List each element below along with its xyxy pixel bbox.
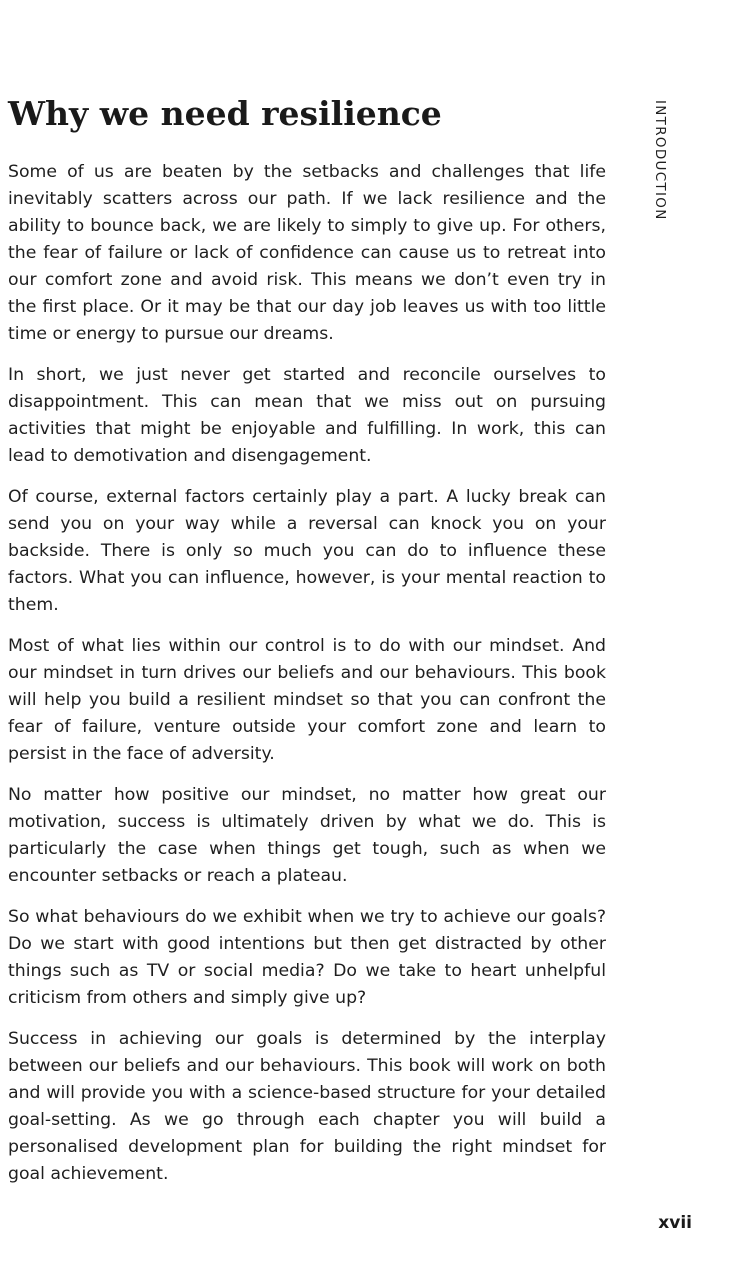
paragraph-6: So what behaviours do we exhibit when we try to achieve our goals? Do we start with good intentions but then get distracted by other things such as TV or social media? Do we take to heart unhelpful criticism from others and simply give up? xyxy=(8,907,606,1008)
paragraph-4: Most of what lies within our control is to do with our mindset. And our mindset in turn drives our beliefs and our behaviours. This book will help you build a resilient mindset so that you can confront the fear of failure, venture outside your comfort zone and learn to persist in the face of adversity. xyxy=(8,636,606,764)
paragraph-2: In short, we just never get started and reconcile ourselves to disappointment. This can mean that we miss out on pursuing activities that might be enjoyable and fulfilling. In work, this can lead to demotivation and disengagement. xyxy=(8,365,606,466)
paragraph-7: Success in achieving our goals is determined by the interplay between our beliefs and our behaviours. This book will work on both and will provide you with a science-based structure for your detailed goal-setting. As we go through each chapter you will build a personalised development plan for building the right mindset for goal achievement. xyxy=(8,1029,606,1184)
page-title: Why we need resilience xyxy=(8,94,442,133)
paragraph-1: Some of us are beaten by the setbacks and challenges that life inevitably scatters across our path. If we lack resilience and the ability to bounce back, we are likely to simply to give up. For others, the fear of failure or lack of confidence can cause us to retreat into our comfort zone and avoid risk. This means we don’t even try in the first place. Or it may be that our day job leaves us with too little time or energy to pursue our dreams. xyxy=(8,162,606,344)
section-label: INTRODUCTION xyxy=(652,100,668,221)
paragraph-5: No matter how positive our mindset, no matter how great our motivation, success is ultimately driven by what we do. This is particularly the case when things get tough, such as when we encounter setbacks or reach a plateau. xyxy=(8,785,606,886)
page-number: xvii xyxy=(658,1213,692,1233)
paragraph-3: Of course, external factors certainly play a part. A lucky break can send you on your way while a reversal can knock you on your backside. There is only so much you can do to influence these factors. What you can influence, however, is your mental reaction to them. xyxy=(8,487,606,615)
body-text xyxy=(8,159,606,1202)
